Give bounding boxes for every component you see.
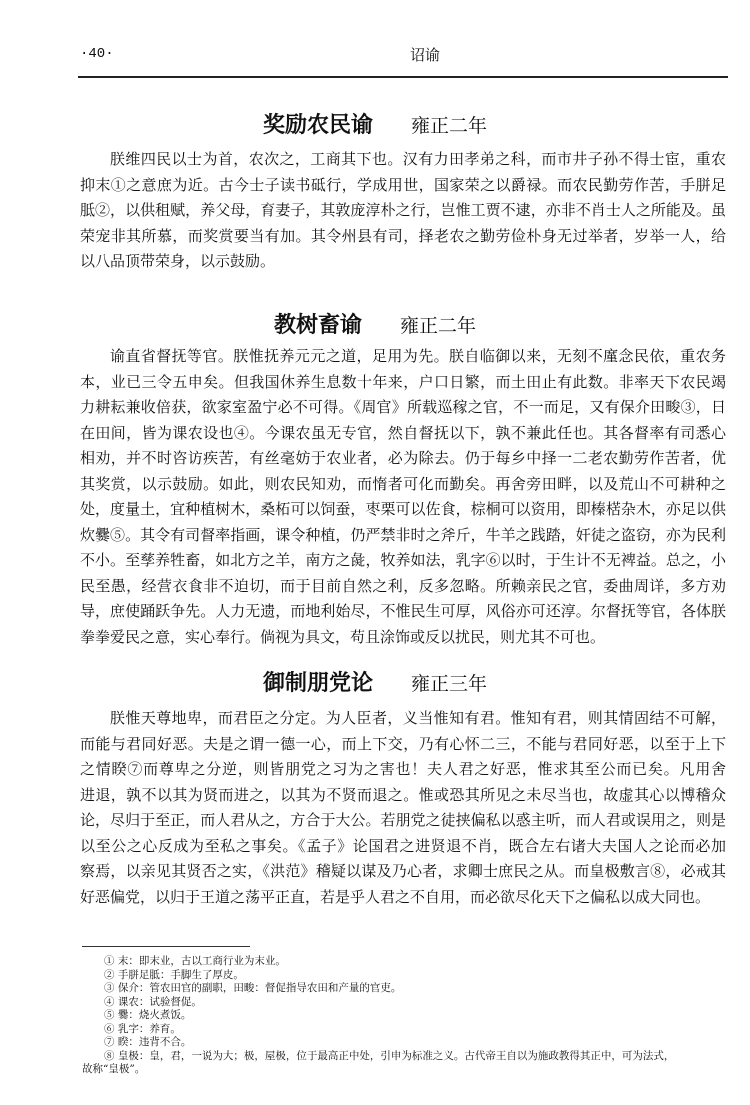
text-line: 之情睽⑦而尊卑之分逆，则皆朋党之习为之害也！夫人君之好恶，惟求其至公而已矣。凡用舍 xyxy=(80,760,726,778)
section-body xyxy=(80,706,726,910)
page-number: ·40· xyxy=(80,46,114,62)
text-line: 在田间，皆为课农设也④。今课农虽无专官，然自督抚以下，孰不兼此任也。其各督率有司悉心 xyxy=(80,423,726,442)
text-line: 炊爨⑤。其令有司督率指画，课令种植，仍严禁非时之斧斤，牛羊之践踏，奸徒之盗窃，亦为民利 xyxy=(80,525,726,544)
text-line: 胝②，以供租赋，养父母，育妻子，其敦庞淳朴之行，岂惟工贾不逮，亦非不肖士人之所能及。虽 xyxy=(80,201,726,219)
text-line: 本，业已三令五申矣。但我国休养生息数十年来，户口日繁，而土田止有此数。非率天下农民竭 xyxy=(80,372,726,391)
footnote: ⑧ 皇极：皇，君，一说为大；极，屋极，位于最高正中处，引申为标准之义。古代帝王自以为施政教得其正中，可为法式， xyxy=(104,1049,675,1062)
section-body xyxy=(80,147,726,275)
footnote: ② 手胼足胝：手脚生了厚皮。 xyxy=(104,968,244,981)
section-year: 雍正二年 xyxy=(400,315,477,337)
text-line: 力耕耘兼收倍获，欲家室盈宁必不可得。《周官》所载巡稼之官，不一而足，又有保介田畯③，日 xyxy=(80,398,726,416)
text-line: 不小。至孳养牲畜，如北方之羊，南方之彘，牧养如法，乳字⑥以时，于生计不无裨益。总之，小 xyxy=(80,551,726,569)
text-line: 谕直省督抚等官。朕惟抚养元元之道，足用为先。朕自临御以来，无刻不廑念民依，重农务 xyxy=(110,347,726,365)
footnote: ③ 保介：管农田官的副职，田畯：督促指导农田和产量的官吏。 xyxy=(104,982,402,994)
section-year: 雍正二年 xyxy=(411,115,488,137)
text-line: 论，尽归于至正，而人君从之，方合于大公。若朋党之徒挟偏私以惑主听，而人君或误用之，则是 xyxy=(80,811,726,829)
text-line: 朕维四民以士为首，农次之，工商其下也。汉有力田孝弟之科，而市井子孙不得士宦，重农 xyxy=(110,150,726,168)
footnote: 故称“皇极”。 xyxy=(82,1063,146,1075)
footnote: ⑤ 爨：烧火煮饭。 xyxy=(104,1009,192,1021)
section-body xyxy=(80,344,726,650)
section-title-text: 御制朋党论 xyxy=(262,671,373,696)
section-title-text: 奖励农民谕 xyxy=(262,113,373,138)
text-line: 处，度量土，宜种植树木，桑柘可以饲蚕，枣栗可以佐食，棕桐可以资用，即榛楛杂木，亦足以供 xyxy=(80,500,726,518)
page-header xyxy=(80,42,728,70)
text-line: 进退，孰不以其为贤而进之，以其为不贤而退之。惟或恐其所见之未尽当也，故虚其心以博稽众 xyxy=(80,785,726,804)
footnote: ⑥ 乳字：养育。 xyxy=(104,1022,181,1035)
text-line: 好恶偏党，以归于王道之荡平正直，若是乎人君之不自用，而必欲尽化天下之偏私以成大同也。 xyxy=(80,887,711,906)
footnote-rule xyxy=(82,946,250,947)
text-line: 民至愚，经营衣食非不迫切，而于目前自然之利，反多忽略。所赖亲民之官，委曲周详，多方劝 xyxy=(80,576,726,595)
text-line: 荣宠非其所慕，而奖赏要当有加。其令州县有司，择老农之勤劳俭朴身无过举者，岁举一人，给 xyxy=(80,226,726,245)
footnote: ⑦ 睽：违背不合。 xyxy=(104,1036,192,1048)
section-title xyxy=(0,108,750,139)
text-line: 相劝，并不时咨访疾苦，有丝毫妨于农业者，必为除去。仍于每乡中择一二老农勤劳作苦者，优 xyxy=(80,449,726,467)
text-line: 察焉，以亲见其贤否之实，《洪范》稽疑以谋及乃心者，求卿士庶民之从。而皇极敷言⑧，必戒其 xyxy=(80,862,726,880)
text-line: 以至公之心反成为至私之事矣。《孟子》论国君之进贤退不肖，既合左右诸大夫国人之论而必加 xyxy=(80,836,726,855)
section-title xyxy=(0,308,750,339)
footnote: ④ 课农：试验督促。 xyxy=(104,995,202,1008)
header-rule xyxy=(78,76,728,78)
section-title xyxy=(0,666,750,697)
text-line: 导，庶使踊跃争先。人力无遗，而地利始尽，不惟民生可厚，风俗亦可还淳。尔督抚等官，各体朕 xyxy=(80,602,726,620)
text-line: 拳拳爱民之意，实心奉行。倘视为具文，苟且涂饰或反以扰民，则尤其不可也。 xyxy=(80,627,606,646)
text-line: 而能与君同好恶。夫是之谓一德一心，而上下交，乃有心怀二三，不能与君同好恶，以至于上下 xyxy=(80,734,726,753)
running-title: 诏谕 xyxy=(410,46,441,64)
text-line: 朕惟天尊地卑，而君臣之分定。为人臣者，义当惟知有君。惟知有君，则其情固结不可解， xyxy=(110,709,726,727)
section-title-text: 教树畜谕 xyxy=(273,313,362,338)
text-line: 以八品顶带荣身，以示鼓励。 xyxy=(80,252,276,270)
footnotes xyxy=(82,955,722,1077)
text-line: 其奖赏，以示鼓励。如此，则农民知劝，而惰者可化而勤矣。再舍旁田畔，以及荒山不可耕种之 xyxy=(80,474,726,493)
footnote: ① 末：即末业，古以工商行业为末业。 xyxy=(104,955,286,967)
section-year: 雍正三年 xyxy=(411,673,488,695)
text-line: 抑末①之意庶为近。古今士子读书砥行，学成用世，国家荣之以爵禄。而农民勤劳作苦，手胼足 xyxy=(80,175,726,194)
